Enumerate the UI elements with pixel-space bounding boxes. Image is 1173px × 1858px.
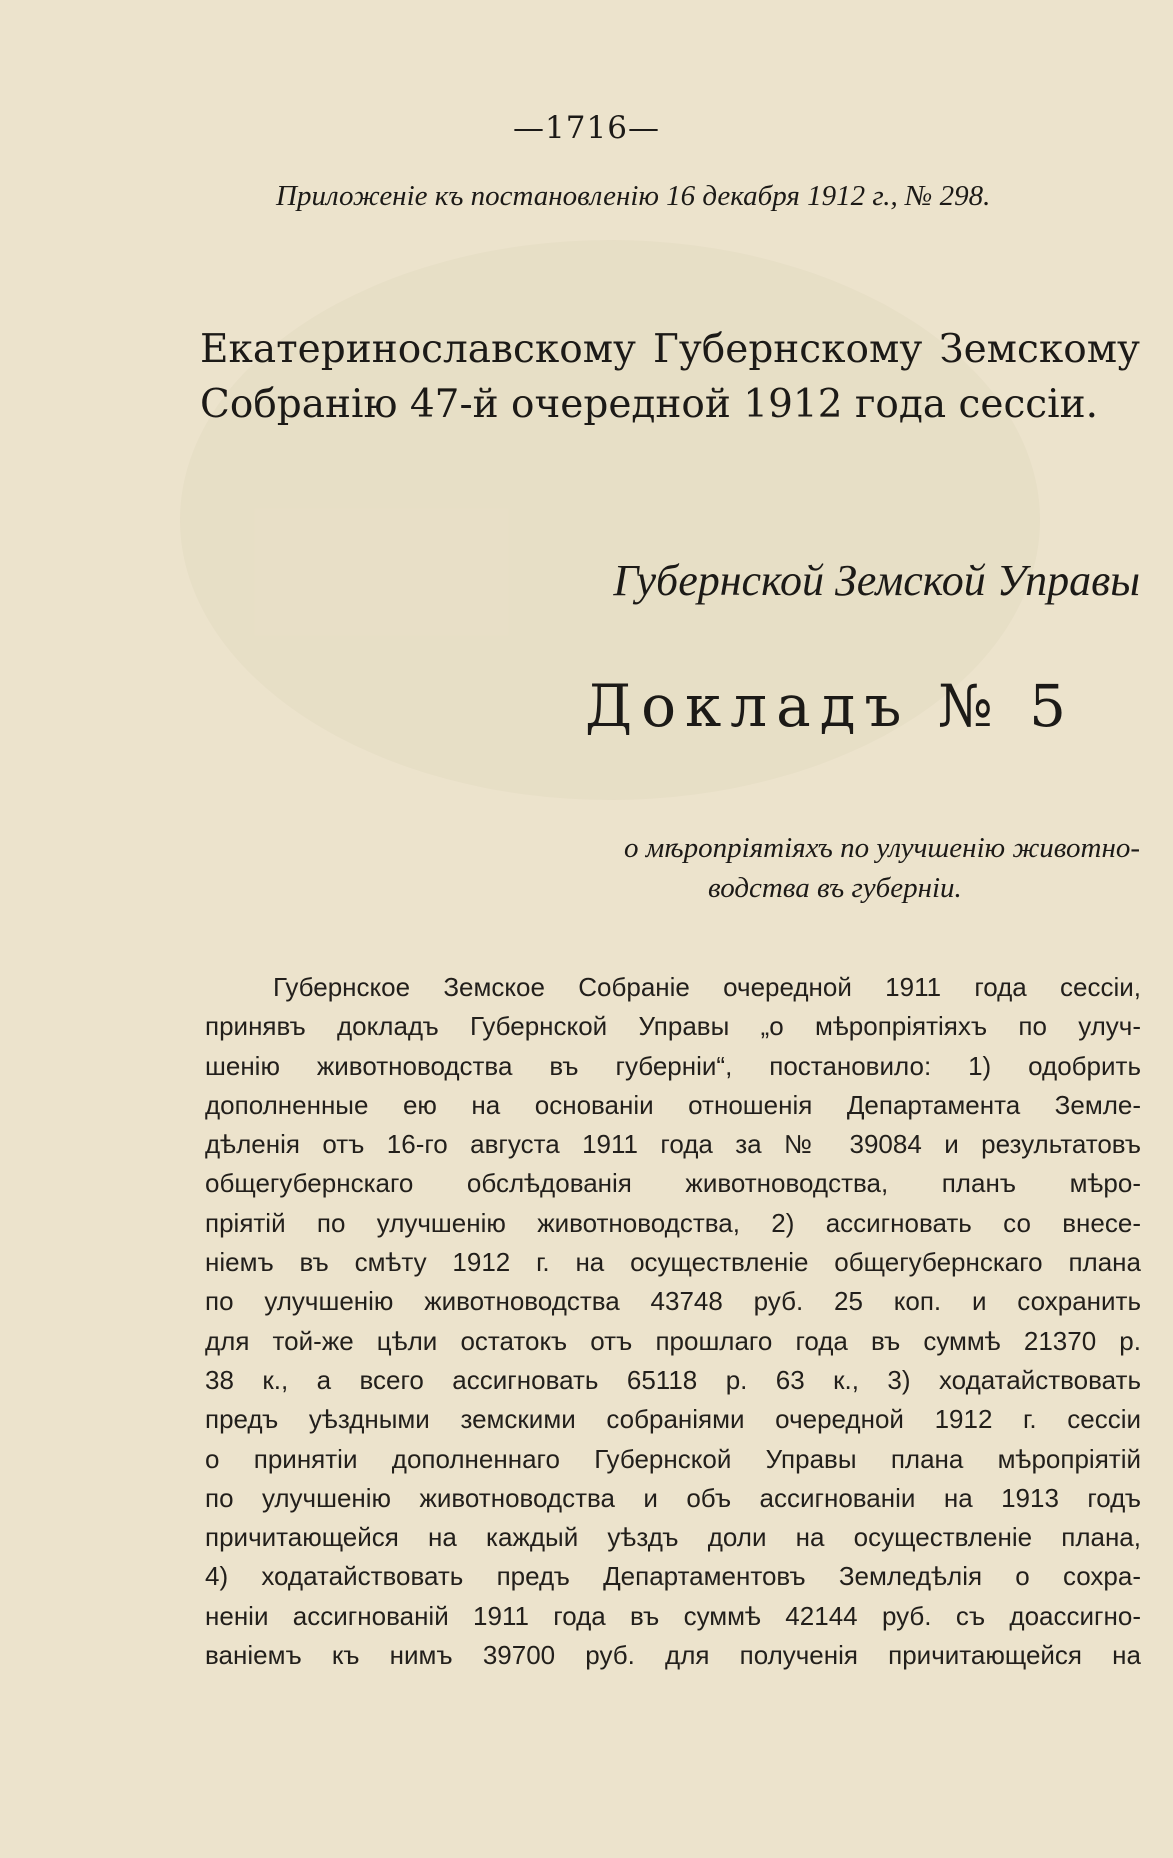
body-line: Губернское Земское Собранiе очередной 1911 года сессiи, bbox=[273, 972, 1141, 1002]
body-line: ненiи ассигнованiй 1911 года въ суммѣ 42144 руб. съ доассигно- bbox=[205, 1600, 1141, 1631]
report-subject bbox=[500, 828, 1140, 908]
body-line: 4) ходатайствовать предъ Департаментовъ Земледѣлiя о сохра- bbox=[205, 1561, 1141, 1592]
body-line: дѣленiя отъ 16-го августа 1911 года за № 39084 и результатовъ bbox=[205, 1129, 1141, 1160]
board-name: Губернской Земской Управы bbox=[613, 556, 1140, 605]
body-line: ванiемъ къ нимъ 39700 руб. для полученiя причитающейся на bbox=[205, 1640, 1141, 1671]
body-line: принявъ докладъ Губернской Управы „о мѣропрiятiяхъ по улуч- bbox=[205, 1011, 1141, 1042]
body-line: общегубернскаго обслѣдованiя животноводства, планъ мѣро- bbox=[205, 1168, 1141, 1199]
body-line: 38 к., а всего ассигновать 65118 р. 63 к., 3) ходатайствовать bbox=[205, 1364, 1141, 1395]
subject-line: о мѣропрiятiяхъ по улучшенiю животно- bbox=[624, 832, 1140, 864]
body-line: шенiю животноводства въ губернiи“, постановило: 1) одобрить bbox=[205, 1050, 1141, 1081]
addressee-heading: Екатеринославскому Губернскому Земскому Собранiю 47-й очередной 1912 года сессiи. bbox=[200, 327, 1140, 427]
page-number: —1716— bbox=[513, 110, 660, 146]
body-line: причитающейся на каждый уѣздъ доли на осуществленiе плана, bbox=[205, 1522, 1141, 1553]
report-title: Докладъ № 5 bbox=[584, 672, 1076, 740]
appendix-note: Приложенiе къ постановленiю 16 декабря 1912 г., № 298. bbox=[276, 180, 991, 212]
body-line: о принятiи дополненнаго Губернской Управы плана мѣропрiятiй bbox=[205, 1443, 1141, 1474]
body-line: нiемъ въ смѣту 1912 г. на осуществленiе общегубернскаго плана bbox=[205, 1247, 1141, 1278]
body-line: дополненные ею на основанiи отношенiя Департамента Земле- bbox=[205, 1089, 1141, 1120]
body-line: по улучшенiю животноводства и объ ассигнованiи на 1913 годъ bbox=[205, 1482, 1141, 1513]
body-line: прiятiй по улучшенiю животноводства, 2) ассигновать со внесе- bbox=[205, 1207, 1141, 1238]
body-line: по улучшенiю животноводства 43748 руб. 25 коп. и сохранить bbox=[205, 1286, 1141, 1317]
body-line: предъ уѣздными земскими собранiями очередной 1912 г. сессiи bbox=[205, 1404, 1141, 1435]
body-line: для той-же цѣли остатокъ отъ прошлаго года въ суммѣ 21370 р. bbox=[205, 1325, 1141, 1356]
subject-line: водства въ губернiи. bbox=[708, 872, 962, 904]
body-paragraph bbox=[205, 968, 1141, 1675]
